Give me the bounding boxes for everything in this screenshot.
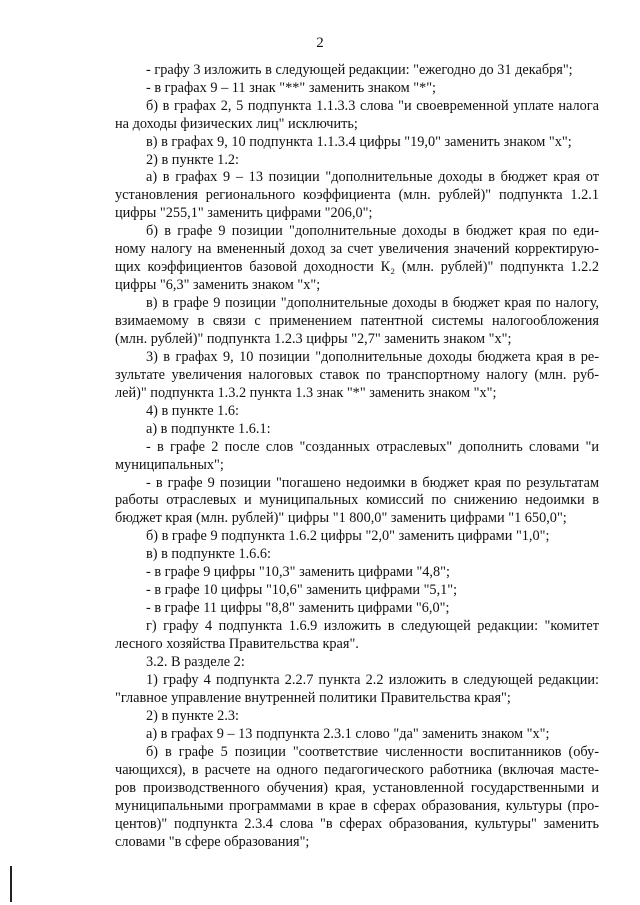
text-line: б) в графах 2, 5 подпункта 1.1.3.3 слова "и своевременной уплате налога xyxy=(146,98,599,114)
text-line: чающихся), в расчете на одного педагогического работника (включая масте- xyxy=(115,762,599,778)
text-line: - в графе 10 цифры "10,6" заменить цифрами "5,1"; xyxy=(146,582,458,598)
text-line: цифры "255,1" заменить цифрами "206,0"; xyxy=(115,205,373,221)
text-line: а) в подпункте 1.6.1: xyxy=(146,421,271,437)
text-line: - в графе 9 позиции "погашено недоимки в бюджет края по результатам xyxy=(146,475,599,491)
text-line: - в графах 9 – 11 знак "**" заменить знаком "*"; xyxy=(146,80,437,96)
text-line: 2) в пункте 2.3: xyxy=(146,708,240,724)
text-line: - в графе 2 после слов "созданных отраслевых" дополнить словами "и xyxy=(146,439,599,455)
text-line: ному налогу на вмененный доход за счет увеличения значений корректирую- xyxy=(115,241,599,257)
text-line: б) в графе 9 подпункта 1.6.2 цифры "2,0" заменить цифрами "1,0"; xyxy=(146,528,550,544)
text-line: б) в графе 9 позиции "дополнительные доходы в бюджет края по еди- xyxy=(146,223,599,239)
text-line: муниципальных"; xyxy=(115,457,224,473)
text-line: центов)" подпункта 2.3.4 слова "в сферах образования, культуры" заменить xyxy=(115,816,599,832)
text-line: - в графе 9 цифры "10,3" заменить цифрами "4,8"; xyxy=(146,564,450,580)
text-line: в) в графе 9 позиции "дополнительные доходы в бюджет края по налогу, xyxy=(146,295,599,311)
text-line: на доходы физических лиц" исключить; xyxy=(115,116,358,132)
text-line: лесного хозяйства Правительства края". xyxy=(115,636,359,652)
text-line: а) в графах 9 – 13 подпункта 2.3.1 слово "да" заменить знаком "х"; xyxy=(146,726,550,742)
text-line: цифры "6,3" заменить знаком "х"; xyxy=(115,277,321,293)
text-line: ров производственного обучения) края, установленной государственными и xyxy=(115,780,599,796)
text-line: установления регионального коэффициента (млн. рублей)" подпункта 1.2.1 xyxy=(115,187,599,203)
text-line: - графу 3 изложить в следующей редакции: "ежегодно до 31 декабря"; xyxy=(146,62,573,78)
text-line: 4) в пункте 1.6: xyxy=(146,403,240,419)
text-line: в) в графах 9, 10 подпункта 1.1.3.4 цифры "19,0" заменить знаком "х"; xyxy=(146,134,572,150)
text-line: а) в графах 9 – 13 позиции "дополнительные доходы в бюджет края от xyxy=(146,169,599,185)
page-number: 2 xyxy=(316,35,324,51)
text-line: в) в подпункте 1.6.6: xyxy=(146,546,272,562)
text-line: "главное управление внутренней политики Правительства края"; xyxy=(115,690,511,706)
scan-edge-mark xyxy=(10,866,12,902)
text-line: бюджет края (млн. рублей)" цифры "1 800,0" заменить цифрами "1 650,0"; xyxy=(115,510,567,526)
text-line: зультате увеличения налоговых ставок по транспортному налогу (млн. руб- xyxy=(115,367,599,383)
text-line: (млн. рублей)" подпункта 1.2.3 цифры "2,7" заменить знаком "х"; xyxy=(115,331,512,347)
text-line: - в графе 11 цифры "8,8" заменить цифрами "6,0"; xyxy=(146,600,450,616)
text-line: 3) в графах 9, 10 позиции "дополнительные доходы бюджета края в ре- xyxy=(146,349,599,365)
text-line: б) в графе 5 позиции "соответствие численности воспитанников (обу- xyxy=(146,744,599,760)
text-line: 1) графу 4 подпункта 2.2.7 пункта 2.2 изложить в следующей редакции: xyxy=(146,672,599,688)
text-line: словами "в сфере образования"; xyxy=(115,834,310,850)
text-line: 2) в пункте 1.2: xyxy=(146,152,240,168)
text-line: г) графу 4 подпункта 1.6.9 изложить в следующей редакции: "комитет xyxy=(146,618,599,634)
text-line: муниципальными программами в крае в сферах образования, культуры (про- xyxy=(115,798,599,814)
text-line: 3.2. В разделе 2: xyxy=(146,654,245,670)
text-line: работы отраслевых и муниципальных комиссий по снижению недоимки в xyxy=(115,492,599,508)
text-line: лей)" подпункта 1.3.2 пункта 1.3 знак "*" заменить знаком "х"; xyxy=(115,385,497,401)
text-line: щих коэффициентов базовой доходности К₂ (млн. рублей)" подпункта 1.2.2 xyxy=(115,259,599,275)
text-line: взимаемому в связи с применением патентной системы налогообложения xyxy=(115,313,599,329)
